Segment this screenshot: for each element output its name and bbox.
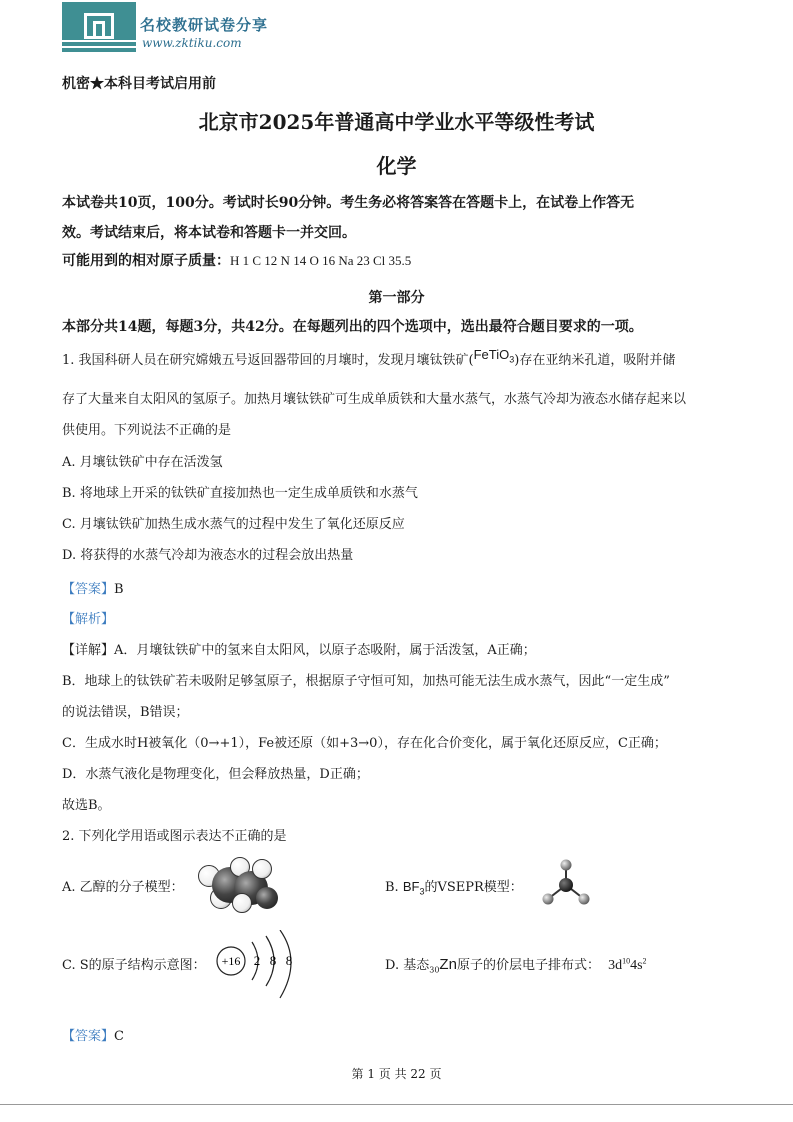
q1-answer-tag: 【答案】: [62, 582, 115, 597]
part1-description: 本部分共14题，每题3分，共42分。在每题列出的四个选项中，选出最符合题目要求的一项。: [62, 319, 643, 335]
config-3d: 3d: [608, 958, 623, 973]
q1-formula-text: FeTiO: [473, 347, 510, 362]
config-3d-sup: 10: [622, 956, 631, 966]
logo-stripe: [62, 46, 136, 48]
q2-stem: 2. 下列化学用语或图示表达不正确的是: [62, 829, 287, 844]
logo-mark-inner: [93, 21, 105, 39]
q1-conclusion: 故选B。: [62, 798, 111, 813]
q1-answer-value: B: [114, 582, 124, 597]
q1-stem-line2: 存了大量来自太阳风的氢原子。加热月壤钛铁矿可生成单质铁和大量水蒸气，水蒸气冷却为液态水储存起来以: [62, 392, 687, 407]
q2-option-a: A. 乙醇的分子模型：: [62, 880, 184, 895]
q1-stem-b: )存在亚纳米孔道，吸附并储: [514, 353, 676, 368]
zn-symbol: Zn: [439, 956, 457, 973]
q1-option-c: C. 月壤钛铁矿加热生成水蒸气的过程中发生了氧化还原反应: [62, 517, 405, 532]
bf3-formula-text: BF: [402, 879, 420, 894]
boron-atom: [559, 878, 573, 892]
part1-heading: 第一部分: [368, 290, 425, 306]
shell-2-count: 8: [269, 953, 277, 968]
q1-answer: [62, 578, 124, 597]
shell-1-count: 2: [253, 953, 261, 968]
atomic-mass-label: 可能用到的相对原子质量：: [62, 253, 230, 269]
q1-stem-line3: 供使用。下列说法不正确的是: [62, 423, 232, 438]
instructions-line1: 本试卷共10页，100分。考试时长90分钟。考生务必将答案答在答题卡上，在试卷上作答无: [62, 195, 635, 211]
q1-stem-line1: [62, 349, 675, 370]
q2-option-c: C. S的原子结构示意图：: [62, 958, 206, 973]
atomic-mass-line: [62, 250, 411, 270]
page-number: 第 1 页 共 22 页: [351, 1067, 442, 1081]
q2-answer-value: C: [114, 1029, 124, 1044]
zn-atomic-number: 30: [429, 965, 440, 975]
q1-detail-b2: 的说法错误，B错误；: [62, 705, 189, 720]
q1-formula: [473, 347, 515, 365]
q2-answer-tag: 【答案】: [62, 1029, 115, 1044]
exam-subject: 化学: [376, 154, 417, 178]
fluorine-atom: [543, 894, 554, 905]
fluorine-atom: [561, 860, 572, 871]
q2-option-d: [385, 954, 647, 975]
shell-3-count: 8: [285, 953, 293, 968]
fluorine-atom: [579, 894, 590, 905]
config-4s: 4s: [630, 958, 643, 973]
q1-detail-a-line: [62, 639, 536, 658]
q2-option-d-prefix: D. 基态: [385, 958, 430, 973]
q1-detail-a: A．月壤钛铁矿中的氢来自太阳风，以原子态吸附，属于活泼氢，A正确；: [114, 643, 536, 658]
bf3-formula: [402, 879, 425, 897]
q2-option-b-prefix: B.: [385, 880, 403, 895]
nucleus-charge: +16: [221, 954, 241, 968]
exam-title: 北京市2025年普通高中学业水平等级性考试: [198, 110, 595, 134]
sulfur-atom-diagram: [212, 930, 312, 1002]
ethanol-model: [190, 857, 285, 915]
q1-option-b: B. 将地球上开采的钛铁矿直接加热也一定生成单质铁和水蒸气: [62, 486, 418, 501]
bf3-formula-sub: 3: [419, 886, 425, 897]
instructions-line2: 效。考试结束后，将本试卷和答题卡一并交回。: [62, 225, 356, 241]
q1-detail-c: C．生成水时H被氧化（0→+1），Fe被还原（如+3→0），存在化合价变化，属于氧化还原反应，C正确；: [62, 736, 667, 751]
q1-option-a: A. 月壤钛铁矿中存在活泼氢: [62, 455, 223, 470]
logo-title: 名校教研试卷分享: [140, 16, 269, 34]
q2-answer: [62, 1025, 124, 1044]
q1-detail-tag: 【详解】: [62, 643, 115, 658]
logo-stripe: [62, 40, 136, 42]
bf3-vsepr-model: [538, 857, 594, 909]
q1-detail-b1: B．地球上的钛铁矿若未吸附足够氢原子，根据原子守恒可知，加热可能无法生成水蒸气，因此“一定生成”: [62, 674, 670, 689]
q2-option-b: [385, 876, 523, 897]
q1-option-d: D. 将获得的水蒸气冷却为液态水的过程会放出热量: [62, 548, 354, 563]
atomic-mass-values: H 1 C 12 N 14 O 16 Na 23 Cl 35.5: [230, 253, 412, 268]
config-4s-sup: 2: [642, 956, 647, 966]
q2-option-b-suffix: 的VSEPR模型：: [424, 880, 523, 895]
logo-url: www.zktiku.com: [142, 36, 242, 50]
q1-detail-d: D．水蒸气液化是物理变化，但会释放热量，D正确；: [62, 767, 369, 782]
q1-analysis-tag: 【解析】: [62, 612, 115, 627]
footer-divider: [0, 1104, 793, 1105]
q1-formula-sub: 3: [509, 354, 515, 365]
oxygen-atom: [256, 887, 278, 909]
zn-electron-config: [608, 958, 646, 973]
confidential-label: 机密★本科目考试启用前: [62, 76, 216, 92]
q1-stem-a: 1. 我国科研人员在研究嫦娥五号返回器带回的月壤时，发现月壤钛铁矿(: [62, 353, 474, 368]
hydrogen-atom: [232, 893, 252, 913]
q2-option-d-suffix: 原子的价层电子排布式：: [456, 958, 600, 973]
hydrogen-atom: [252, 859, 272, 879]
